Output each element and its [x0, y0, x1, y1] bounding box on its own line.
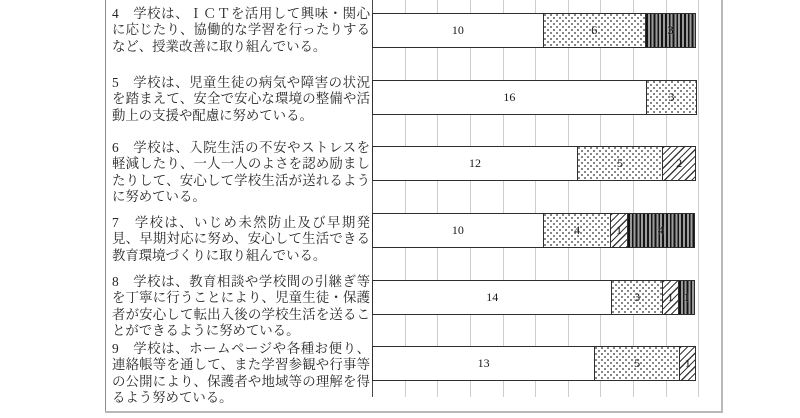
gridline: [503, 0, 504, 397]
segment-value-label: 4: [574, 223, 581, 237]
gridline: [698, 0, 699, 397]
bar-row-q9: [372, 346, 696, 381]
bar-segment-striped-dark: [678, 280, 695, 315]
segment-value-label: 5: [617, 156, 623, 170]
bar-segment-dotted: [577, 146, 663, 181]
segment-value-label: 1: [683, 290, 690, 304]
bar-row-q7: [372, 213, 695, 248]
bar-segment-dotted: [594, 346, 680, 381]
segment-value-label: 2: [676, 156, 683, 170]
bar-row-q4: [372, 13, 696, 48]
bar-segment-hatched: [662, 146, 696, 181]
segment-value-label: 1: [616, 223, 622, 237]
question-column: [112, 0, 370, 413]
bar-segment-hatched: [679, 346, 696, 381]
bar-segment-plain-white: [372, 146, 578, 181]
segment-value-label: 3: [634, 290, 641, 304]
segment-value-label: 6: [591, 23, 598, 37]
gridline: [405, 0, 406, 397]
segment-value-label: 3: [667, 23, 674, 37]
bar-segment-plain-white: [372, 213, 544, 248]
segment-value-label: 10: [451, 223, 464, 237]
question-text-9: 9 学校は、ホームページや各種お便り、連絡帳等を通して、また学習参観や行事等の公開により、保護者や地域等の理解を得るよう努めている。: [112, 341, 370, 405]
table-left-border: [105, 0, 106, 413]
bar-segment-dotted: [543, 13, 646, 48]
bar-segment-plain-white: [372, 346, 595, 381]
question-text-6: 6 学校は、入院生活の不安やストレスを軽減したり、一人一人のよさを認め励ましたりして、安心して学校生活が送れるように努めている。: [112, 140, 370, 204]
gridline: [470, 0, 471, 397]
bar-segment-plain-white: [372, 280, 612, 315]
gridline: [535, 0, 536, 397]
gridline: [600, 0, 601, 397]
segment-value-label: 13: [477, 356, 490, 370]
bar-segment-striped-dark: [627, 213, 696, 248]
bar-segment-dotted: [646, 80, 698, 115]
segment-value-label: 1: [667, 290, 674, 304]
question-text-7: 7 学校は、いじめ未然防止及び早期発見、早期対応に努め、安心して生活できる教育環境づくりに取り組んでいる。: [112, 215, 370, 263]
gridline: [437, 0, 438, 397]
gridline: [568, 0, 569, 397]
segment-value-label: 10: [451, 23, 464, 37]
segment-value-label: 5: [634, 356, 641, 370]
stacked-bar-chart: [372, 0, 723, 413]
category-axis-line: [372, 0, 373, 397]
question-text-4: 4 学校は、ＩＣＴを活用して興味・関心に応じたり、協働的な学習を行ったりするなど、授業改善に取り組んでいる。: [112, 6, 370, 54]
bar-segment-dotted: [543, 213, 612, 248]
gridline: [633, 0, 634, 397]
segment-value-label: 4: [657, 223, 664, 237]
gridline: [666, 0, 667, 397]
bar-row-q6: [372, 146, 696, 181]
bar-segment-striped-dark: [645, 13, 697, 48]
bar-segment-plain-white: [372, 13, 544, 48]
segment-value-label: 14: [486, 290, 499, 304]
bar-segment-hatched: [610, 213, 627, 248]
segment-value-label: 12: [469, 156, 482, 170]
bar-segment-hatched: [662, 280, 679, 315]
segment-value-label: 16: [503, 90, 516, 104]
question-text-5: 5 学校は、児童生徒の病気や障害の状況を踏まえて、安全で安心な環境の整備や活動上の支援や配慮に努めている。: [112, 75, 370, 123]
bar-row-q5: [372, 80, 697, 115]
bar-row-q8: [372, 280, 695, 315]
segment-value-label: 3: [668, 90, 675, 104]
bar-segment-plain-white: [372, 80, 647, 115]
segment-value-label: 1: [684, 356, 691, 370]
question-text-8: 8 学校は、教育相談や学校間の引継ぎ等を丁寧に行うことにより、児童生徒・保護者が安心して転出入後の学校生活を送ることができるように努めている。: [112, 274, 370, 338]
bar-segment-dotted: [611, 280, 663, 315]
